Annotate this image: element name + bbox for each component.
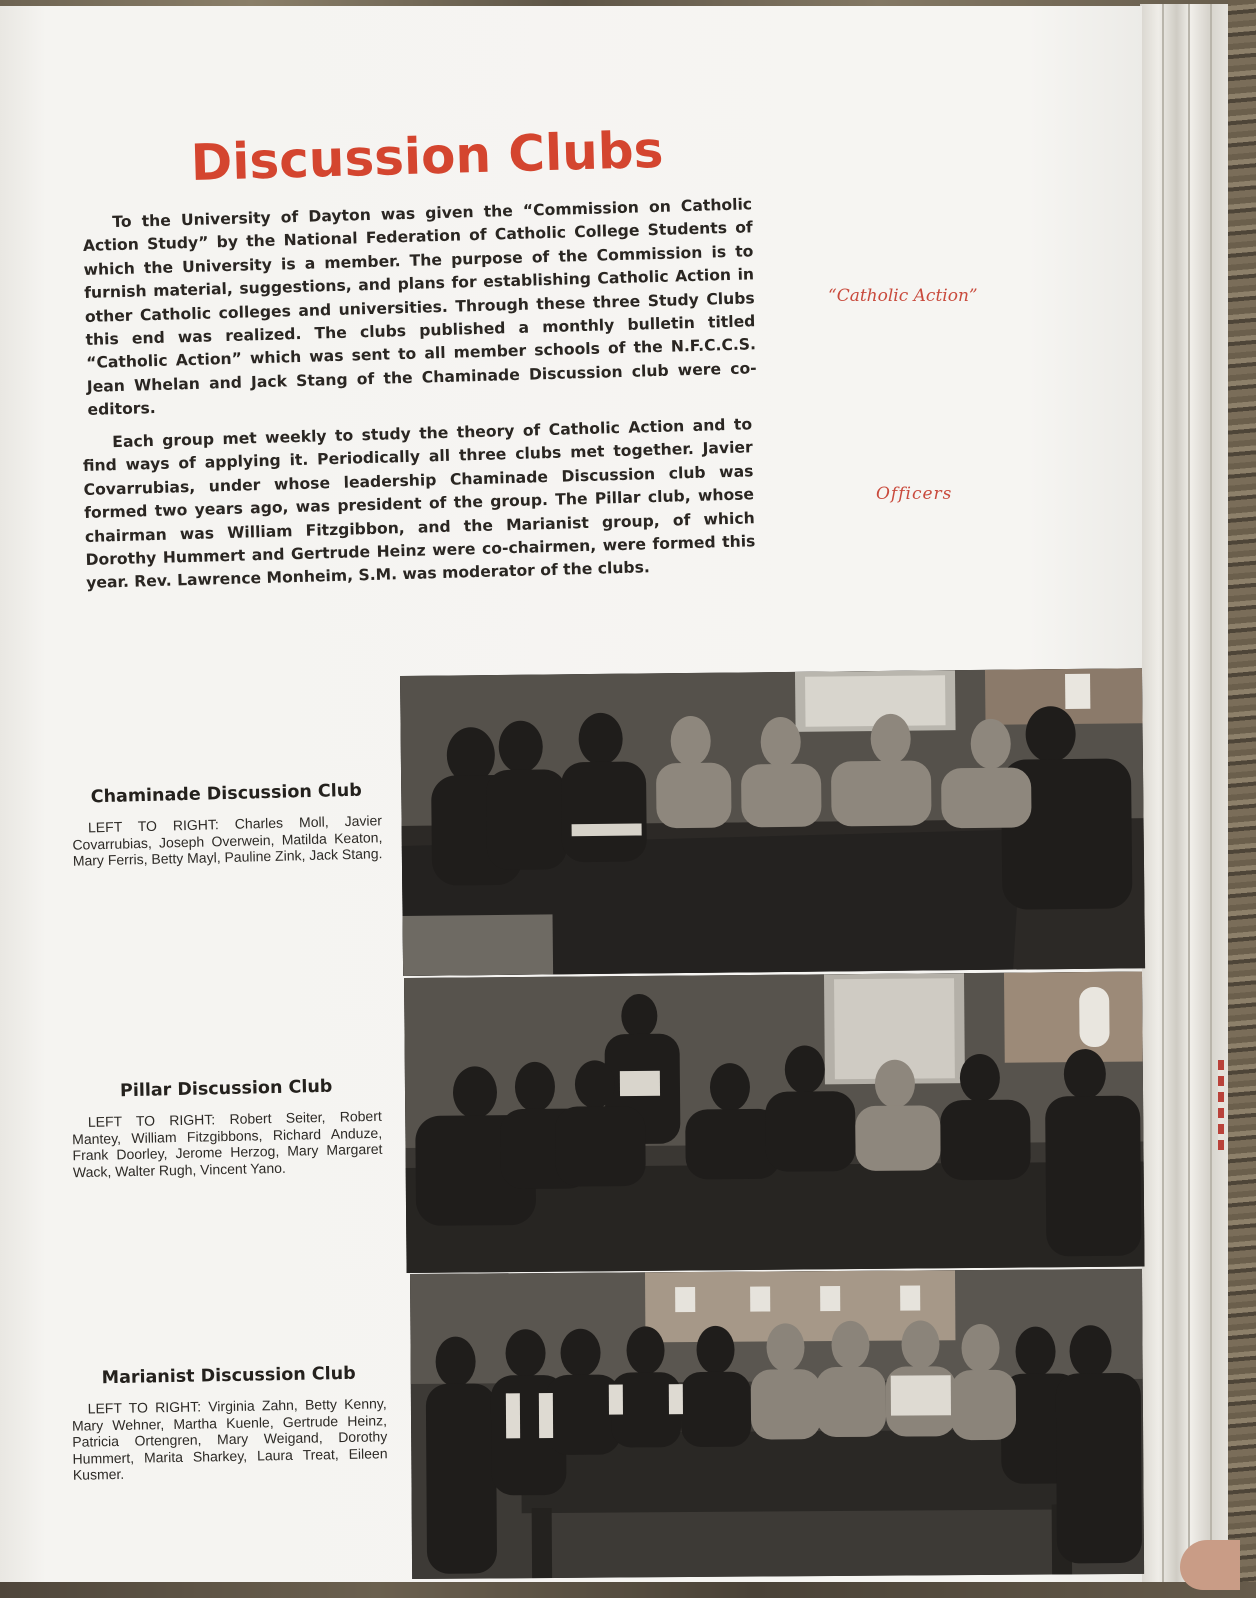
marianist-names: LEFT TO RIGHT: Virginia Zahn, Betty Kenny, Mary Wehner, Martha Kuenle, Gertrude Heinz, Patricia Ortengren, Mary Weigand, Dorothy Hummert, Marita Sharkey, Laura Treat, Eileen Kusmer. <box>71 1395 388 1483</box>
chaminade-club-photo <box>400 668 1145 976</box>
marianist-caption <box>71 1363 388 1483</box>
sidenote-officers: Officers <box>876 484 953 504</box>
marianist-club-heading: Marianist Discussion Club <box>101 1363 356 1389</box>
sidenote-catholic-action: “Catholic Action” <box>828 286 978 306</box>
chaminade-names: LEFT TO RIGHT: Charles Moll, Javier Covarrubias, Joseph Overwein, Matilda Keaton, Mary Ferris, Betty Mayl, Pauline Zink, Jack Stang. <box>72 812 383 869</box>
book-cover-edge <box>1228 0 1256 1598</box>
pillar-caption <box>71 1076 383 1180</box>
page-tab-marks <box>1218 1060 1224 1150</box>
pillar-club-heading: Pillar Discussion Club <box>119 1076 333 1102</box>
pillar-club-photo <box>404 972 1145 1273</box>
page-stack-edge <box>1140 4 1232 1584</box>
chaminade-caption <box>71 780 383 869</box>
chaminade-club-heading: Chaminade Discussion Club <box>90 780 362 808</box>
marianist-club-photo <box>410 1269 1144 1579</box>
book-binding-bottom <box>0 1582 1256 1598</box>
pillar-names: LEFT TO RIGHT: Robert Seiter, Robert Mantey, William Fitzgibbons, Richard Anduze, Frank Doorley, Jerome Herzog, Mary Margaret Wack, Walter Rugh, Vincent Yano. <box>72 1107 383 1180</box>
reader-thumb <box>1180 1540 1240 1590</box>
second-paragraph: Each group met weekly to study the theory of Catholic Action and to find ways of applying it. Periodically all three clubs met together. Javier Covarrubias, under whose leadership Chaminade Discussion club was formed two years ago, was president of the group. The Pillar club, whose chairman was William Fitzgibbon, and the Marianist group, of which Dorothy Hummert and Gertrude Heinz were co-chairmen, were formed this year. Rev. Lawrence Monheim, S.M. was moderator of the clubs. <box>82 415 756 593</box>
page-title: Discussion Clubs <box>190 120 665 192</box>
intro-paragraph: To the University of Dayton was given the “Commission on Catholic Action Study” by the National Federation of Catholic College Students of which the University is a member. The purpose of the Commission is to furnish material, suggestions, and plans for establishing Catholic Action in other Catholic colleges and universities. Through these three Study Clubs this end was realized. The clubs published a monthly bulletin titled “Catholic Action” which was sent to all member schools of the N.F.C.C.S. Jean Whelan and Jack Stang of the Chaminade Discussion club were co-editors. <box>82 195 757 420</box>
yearbook-page <box>0 6 1142 1584</box>
